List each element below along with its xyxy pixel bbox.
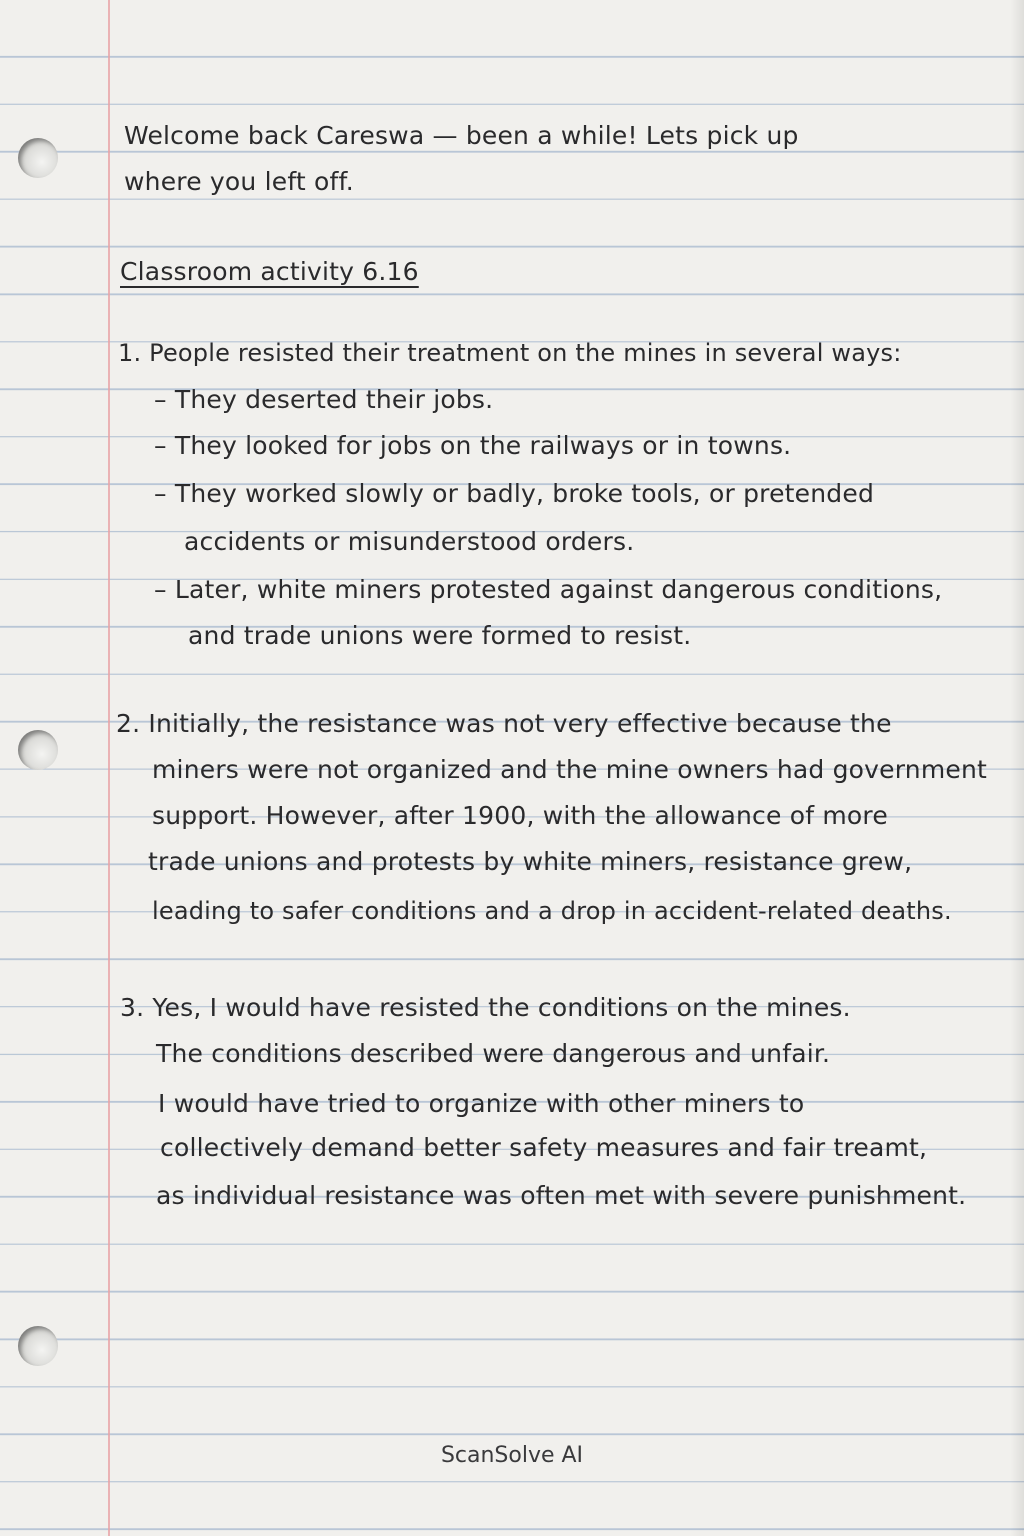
page-edge-shadow	[1010, 0, 1024, 1536]
answer-3-line: as individual resistance was often met with severe punishment.	[156, 1181, 967, 1210]
activity-title: Classroom activity 6.16	[120, 257, 419, 286]
answer-1-bullet: – They looked for jobs on the railways or in towns.	[154, 431, 792, 460]
answer-2-line: 2. Initially, the resistance was not very effective because the	[116, 709, 892, 738]
answer-1-bullet: – Later, white miners protested against dangerous conditions,	[154, 575, 943, 604]
answer-1-intro: 1. People resisted their treatment on the mines in several ways:	[118, 339, 902, 367]
footer-brand: ScanSolve AI	[440, 1443, 584, 1468]
answer-2-line: trade unions and protests by white miners, resistance grew,	[148, 847, 913, 876]
punch-hole-icon	[18, 138, 58, 178]
answer-2-line: miners were not organized and the mine owners had government	[152, 755, 988, 784]
punch-hole-icon	[18, 1326, 58, 1366]
answer-2-line: leading to safer conditions and a drop in accident-related deaths.	[152, 897, 952, 925]
margin-line	[108, 0, 110, 1536]
greeting-line-2: where you left off.	[124, 167, 354, 196]
answer-3-line: 3. Yes, I would have resisted the conditions on the mines.	[120, 993, 851, 1022]
greeting-line-1: Welcome back Careswa — been a while! Lets pick up	[124, 121, 799, 150]
answer-3-line: collectively demand better safety measures and fair treamt,	[160, 1133, 928, 1162]
answer-2-line: support. However, after 1900, with the allowance of more	[152, 801, 888, 830]
punch-hole-icon	[18, 730, 58, 770]
answer-1-bullet-continuation: accidents or misunderstood orders.	[184, 527, 635, 556]
answer-1-bullet: – They deserted their jobs.	[154, 385, 494, 414]
answer-3-line: I would have tried to organize with other miners to	[158, 1089, 805, 1118]
answer-1-bullet: – They worked slowly or badly, broke tools, or pretended	[154, 479, 875, 508]
answer-1-bullet-continuation: and trade unions were formed to resist.	[188, 621, 692, 650]
answer-3-line: The conditions described were dangerous and unfair.	[156, 1039, 831, 1068]
